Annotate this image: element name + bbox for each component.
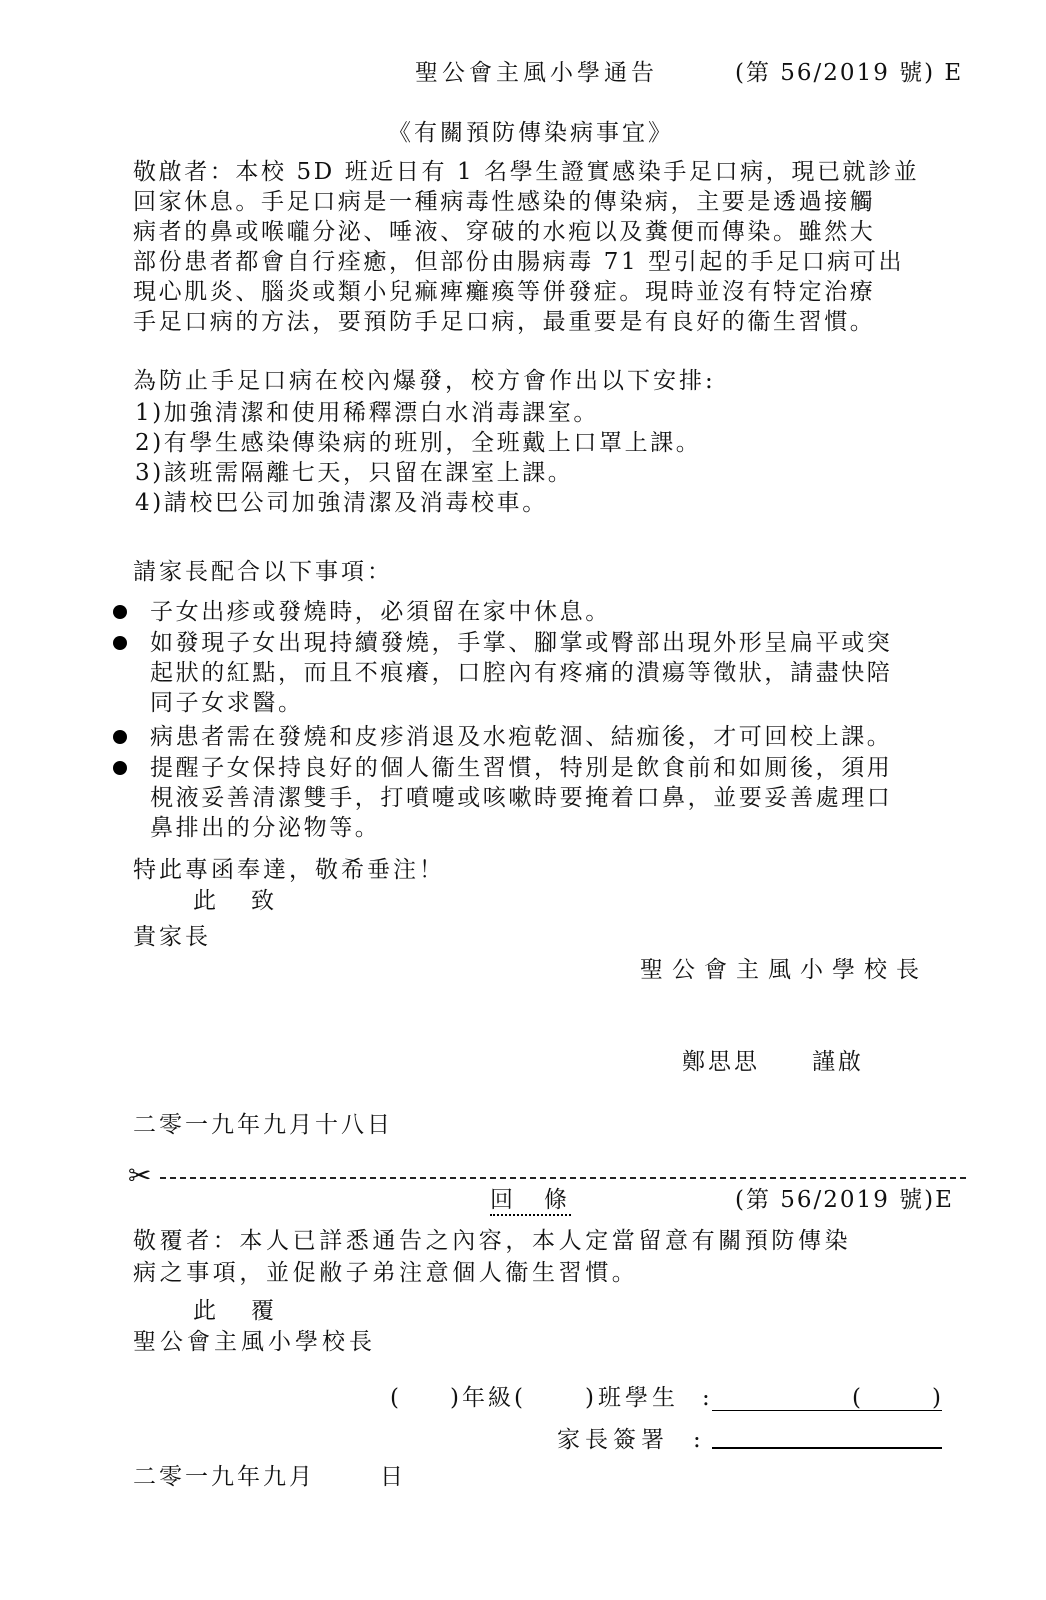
intro-line: 回家休息。手足口病是一種病毒性感染的傳染病，主要是透過接觸 <box>133 189 876 215</box>
reply-title <box>490 1185 571 1215</box>
intro-line: 病者的鼻或喉嚨分泌、唾液、穿破的水疱以及糞便而傳染。雖然大 <box>133 219 876 245</box>
list-item: 1)加強清潔和使用稀釋漂白水消毒課室。 <box>135 400 600 426</box>
parent-sign-label: 家長簽署 <box>557 1427 669 1453</box>
intro-line: 部份患者都會自行痊癒，但部份由腸病毒 71 型引起的手足口病可出 <box>133 249 905 275</box>
parent-signature-field[interactable] <box>712 1447 942 1449</box>
student-name-field[interactable] <box>712 1410 942 1411</box>
notice-subject: 《有關預防傳染病事宜》 <box>388 120 674 146</box>
intro-line: 現心肌炎、腦炎或類小兒痲痺癱瘓等併發症。現時並沒有特定治療 <box>133 279 876 305</box>
intro-line: 敬啟者：本校 5D 班近日有 1 名學生證實感染手足口病，現已就診並 <box>133 159 920 185</box>
closing-line: 特此專函奉達，敬希垂注！ <box>133 857 445 883</box>
bullet-item <box>150 597 611 627</box>
arrangement-list <box>135 398 701 518</box>
reply-line: 病之事項，並促敝子弟注意個人衞生習慣。 <box>133 1260 639 1286</box>
bullet-line: 提醒子女保持良好的個人衞生習慣，特別是飲食前和如厠後，須用 <box>150 755 893 781</box>
signer-name: 鄭思思 <box>682 1049 760 1075</box>
list-item: 4)請校巴公司加強清潔及消毒校車。 <box>135 490 548 516</box>
bullet-line: 病患者需在發燒和皮疹消退及水疱乾涸、結痂後，才可回校上課。 <box>150 724 893 750</box>
colon: : <box>693 1427 704 1453</box>
notice-date: 二零一九年九月十八日 <box>133 1112 393 1138</box>
reply-date: 二零一九年九月 <box>133 1464 315 1490</box>
class-label: )班學生 <box>585 1385 679 1411</box>
reply-body <box>133 1226 851 1288</box>
school-title: 聖公會主風小學通告 <box>415 60 658 86</box>
reply-recipient: 聖公會主風小學校長 <box>133 1329 376 1355</box>
bullet-line: 子女出疹或發燒時，必須留在家中休息。 <box>150 599 611 625</box>
parents-intro: 請家長配合以下事項： <box>133 559 393 585</box>
intro-paragraph <box>133 157 919 337</box>
colon: : <box>702 1385 713 1411</box>
bullet-line: 梘液妥善清潔雙手，打噴嚏或咳嗽時要掩着口鼻，並要妥善處理口 <box>150 785 893 811</box>
cut-line-divider <box>160 1177 966 1179</box>
bullet-item <box>150 753 892 843</box>
class-no-open-paren: ( <box>852 1385 864 1411</box>
grade-label: )年級( <box>450 1385 526 1411</box>
reply-salutation: 此 覆 <box>193 1298 280 1324</box>
signer-suffix: 謹啟 <box>812 1049 864 1075</box>
reply-notice-number: (第 56/2019 號)E <box>735 1187 954 1213</box>
bullet-line: 鼻排出的分泌物等。 <box>150 815 381 841</box>
scissors-icon: ✂ <box>128 1159 152 1192</box>
reply-line: 敬覆者：本人已詳悉通告之內容，本人定當留意有關預防傳染 <box>133 1228 852 1254</box>
list-item: 3)該班需隔離七天，只留在課室上課。 <box>135 460 574 486</box>
class-no-close-paren: ) <box>932 1385 944 1411</box>
bullet-icon <box>113 605 127 619</box>
grade-open-paren: ( <box>390 1385 402 1411</box>
closing-recipient: 貴家長 <box>133 924 211 950</box>
bullet-icon <box>113 761 127 775</box>
notice-number: (第 56/2019 號) E <box>735 60 964 86</box>
arrangement-intro: 為防止手足口病在校內爆發，校方會作出以下安排: <box>133 368 716 394</box>
bullet-item <box>150 628 892 718</box>
intro-line: 手足口病的方法，要預防手足口病，最重要是有良好的衞生習慣。 <box>133 309 876 335</box>
list-item: 2)有學生感染傳染病的班別，全班戴上口罩上課。 <box>135 430 702 456</box>
bullet-icon <box>113 730 127 744</box>
signer-title: 聖公會主風小學校長 <box>640 957 928 983</box>
bullet-line: 如發現子女出現持續發燒，手掌、腳掌或臀部出現外形呈扁平或突 <box>150 630 893 656</box>
reply-title-text: 回 條 <box>490 1187 571 1216</box>
bullet-icon <box>113 636 127 650</box>
bullet-line: 同子女求醫。 <box>150 690 304 716</box>
bullet-line: 起狀的紅點，而且不痕癢，口腔內有疼痛的潰瘍等徵狀，請盡快陪 <box>150 660 893 686</box>
closing-salutation: 此 致 <box>193 888 280 914</box>
reply-date-day: 日 <box>380 1464 406 1490</box>
bullet-item <box>150 722 892 752</box>
